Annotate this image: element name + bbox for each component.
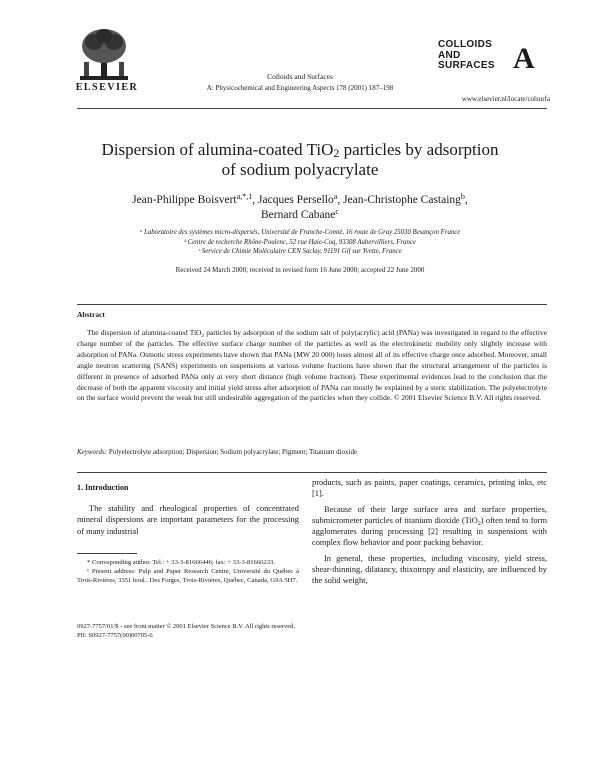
abstract-divider-top — [77, 304, 547, 305]
author-list: Jean-Philippe Boisvert$^{a,*,1}$, Jacques Persello$^a$, Jean-Christophe Castaing$^b$, Bernard Cabane$^c$ — [132, 192, 468, 221]
footnote: ¹ Present address: Pulp and Paper Research Centre, Université du Québec à Trois-Rivières, 3351 boul.. Des Forges, Trois-Rivières, Québec, Canada, G9A 5H7. — [77, 568, 299, 584]
abstract-text: The dispersion of alumina-coated TiO$_2$ particles by adsorption of the sodium salt of poly(acrylic) acid (PANa) was investigated in regard to the effective charge number of the particles. The effective surface charge number of the particles as well as the electrokinetic mobility only slightly increase with adsorption of PANa. Osmotic stress experiments have shown that PANa (MW 20 000) loses almost all of its effective charge once adsorbed. Moreover, small angle neutron scattering (SANS) experiments on suspensions at various volume fractions have shown that the structural arrangement of the particles is different in presence of adsorbed PANa only at very short distance (high volume fraction). These experimental evidences lead to the conclusion that the decrease of both the apparent viscosity and initial yield stress after adsorption of PANa can mostly be explained by a steric stabilization. The polyelectrolyte on the surface would prevent the weak but still undesirable aggregation of the particles when they collide. © 2001 Elsevier Science B.V. All rights reserved. — [77, 328, 547, 403]
journal-logo-line: SURFACES — [438, 60, 495, 71]
abstract-divider-bottom — [77, 472, 547, 473]
header-divider — [77, 108, 547, 109]
footnotes — [77, 558, 299, 585]
journal-logo-line: COLLOIDS — [438, 39, 493, 50]
left-column — [77, 503, 299, 537]
author-name: Jean-Philippe Boisvert — [132, 194, 237, 206]
affiliation: ᵃ Laboratoire des systèmes micro-dispersés, Université de Franche-Comté, 16 route de Gray 25030 Besançon France — [139, 229, 461, 236]
issn-line: 0927-7757/01/$ - see front matter © 2001 Elsevier Science B.V. All rights reserved. — [77, 623, 296, 630]
publisher-name: ELSEVIER — [75, 82, 139, 93]
copyright-footer — [77, 622, 295, 640]
article-dates: Received 24 March 2000; received in revised form 16 June 2000; accepted 22 June 2000 — [175, 266, 425, 274]
journal-logo-line: AND — [438, 49, 461, 61]
right-column — [312, 477, 547, 591]
elsevier-tree-logo — [74, 26, 134, 84]
body-paragraph: products, such as paints, paper coatings, ceramics, printing inks, etc [1]. — [312, 478, 547, 499]
keywords-label: Keywords: — [77, 448, 108, 456]
author-name: , Jean-Christophe Castaing — [337, 194, 461, 206]
footnote-divider — [77, 553, 137, 554]
author-name: Bernard Cabane — [261, 209, 336, 221]
journal-logo — [438, 40, 548, 84]
abstract-heading: Abstract — [77, 310, 105, 319]
author-name: , Jacques Persello — [252, 194, 334, 206]
keywords-list: Polyelectrolyte adsorption; Dispersion; Sodium polyacrylate; Pigment; Titanium dioxide — [108, 448, 358, 456]
affiliation: ᶜ Service de Chimie Moléculaire CEN Saclay, 91191 Gif sur Yvette, France — [198, 248, 402, 256]
journal-logo-letter: A — [513, 42, 535, 75]
affiliation: ᵇ Centre de recherche Rhône-Poulenc, 52 rue Haie-Coq, 93308 Aubervilliers, France — [184, 238, 416, 246]
body-paragraph: Because of their large surface area and surface properties, submicrometer particles of titanium dioxide (TiO$_2$) often tend to form agglomerates during processing [2] resulting in suspensions with complex flow behavior and poor packing behavior. — [312, 504, 547, 548]
article-title: Dispersion of alumina-coated TiO$_2$ particles by adsorption of sodium polyacrylate — [101, 140, 499, 179]
journal-citation: A: Physicochemical and Engineering Aspects 178 (2001) 187–198 — [206, 84, 394, 92]
keywords — [77, 448, 547, 456]
body-paragraph: In general, these properties, including viscosity, yield stress, shear-thinning, dilatancy, thixotropy and elasticity, are influenced by the solid weight, — [312, 553, 547, 586]
journal-name: Colloids and Surfaces — [267, 72, 333, 81]
footnote: * Corresponding author. Tel.: + 33-3-81666446; fax: + 33-3-81666233. — [87, 559, 275, 566]
section-heading: 1. Introduction — [77, 483, 129, 492]
journal-url-link[interactable]: www.elsevier.nl/locate/colsurfa — [461, 95, 550, 103]
pii-line: PII: S0927-7757(00)00705-6 — [77, 632, 153, 639]
body-paragraph: The stability and rheological properties of concentrated mineral dispersions are important parameters for the processing of many industrial — [77, 504, 299, 536]
affiliations — [60, 228, 540, 257]
